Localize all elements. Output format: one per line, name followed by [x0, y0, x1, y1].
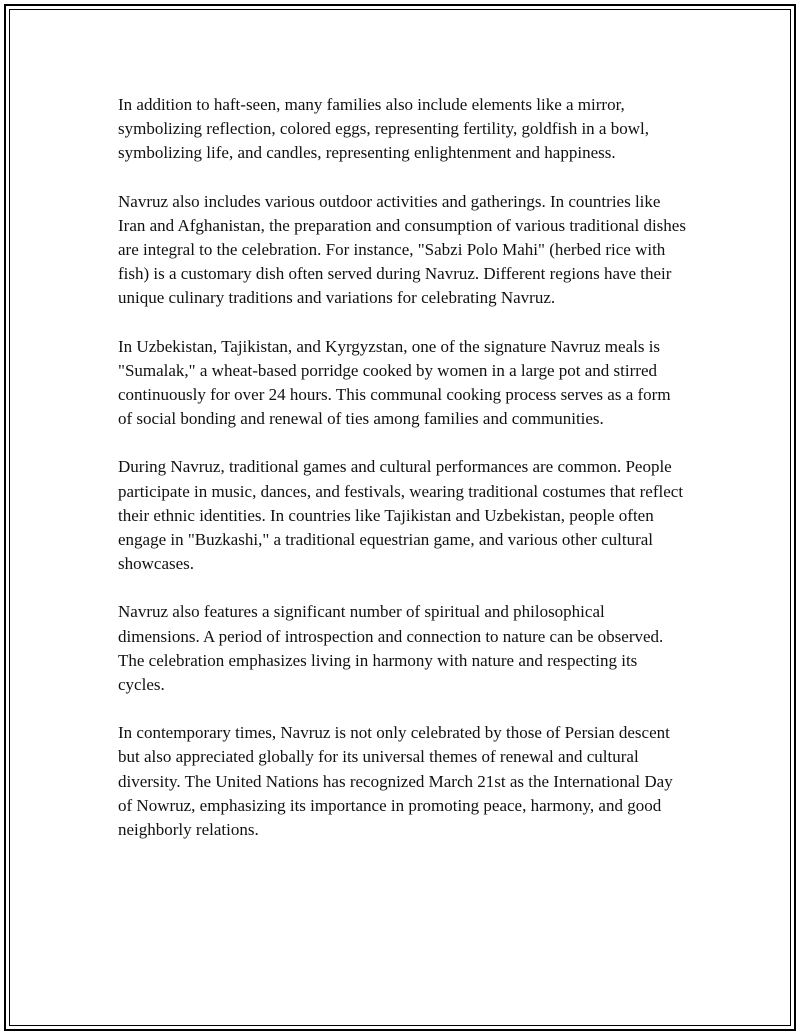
paragraph-outdoor-activities: Navruz also includes various outdoor activities and gatherings. In countries like Iran and Afghanistan, the preparation and consumption of various traditional dishes are integral to the celebration. For instance, "Sabzi Polo Mahi" (herbed rice with fish) is a customary dish often served during Navruz. Different regions have their unique culinary traditions and variations for celebrating Navruz. [118, 191, 686, 308]
document-body [118, 93, 688, 866]
paragraph-spiritual-dimensions: Navruz also features a significant number of spiritual and philosophical dimensions. A period of introspection and connection to nature can be observed. The celebration emphasizes living in harmony with nature and respecting its cycles. [118, 602, 664, 695]
paragraph-sumalak: In Uzbekistan, Tajikistan, and Kyrgyzstan, one of the signature Navruz meals is "Sumalak," a wheat-based porridge cooked by women in a large pot and stirred continuously for over 24 hours. This communal cooking process serves as a form of social bonding and renewal of ties among families and communities. [118, 336, 671, 429]
paragraph-contemporary-times: In contemporary times, Navruz is not only celebrated by those of Persian descent but also appreciated globally for its universal themes of renewal and cultural diversity. The United Nations has recognized March 21st as the International Day of Nowruz, emphasizing its importance in promoting peace, harmony, and good neighborly relations. [118, 723, 673, 840]
paragraph-games-performances: During Navruz, traditional games and cultural performances are common. People participate in music, dances, and festivals, wearing traditional costumes that reflect their ethnic identities. In countries like Tajikistan and Uzbekistan, people often engage in "Buzkashi," a traditional equestrian game, and various other cultural showcases. [118, 457, 684, 574]
paragraph-haft-seen-elements: In addition to haft-seen, many families also include elements like a mirror, symbolizing reflection, colored eggs, representing fertility, goldfish in a bowl, symbolizing life, and candles, representing enlightenment and happiness. [118, 95, 649, 163]
